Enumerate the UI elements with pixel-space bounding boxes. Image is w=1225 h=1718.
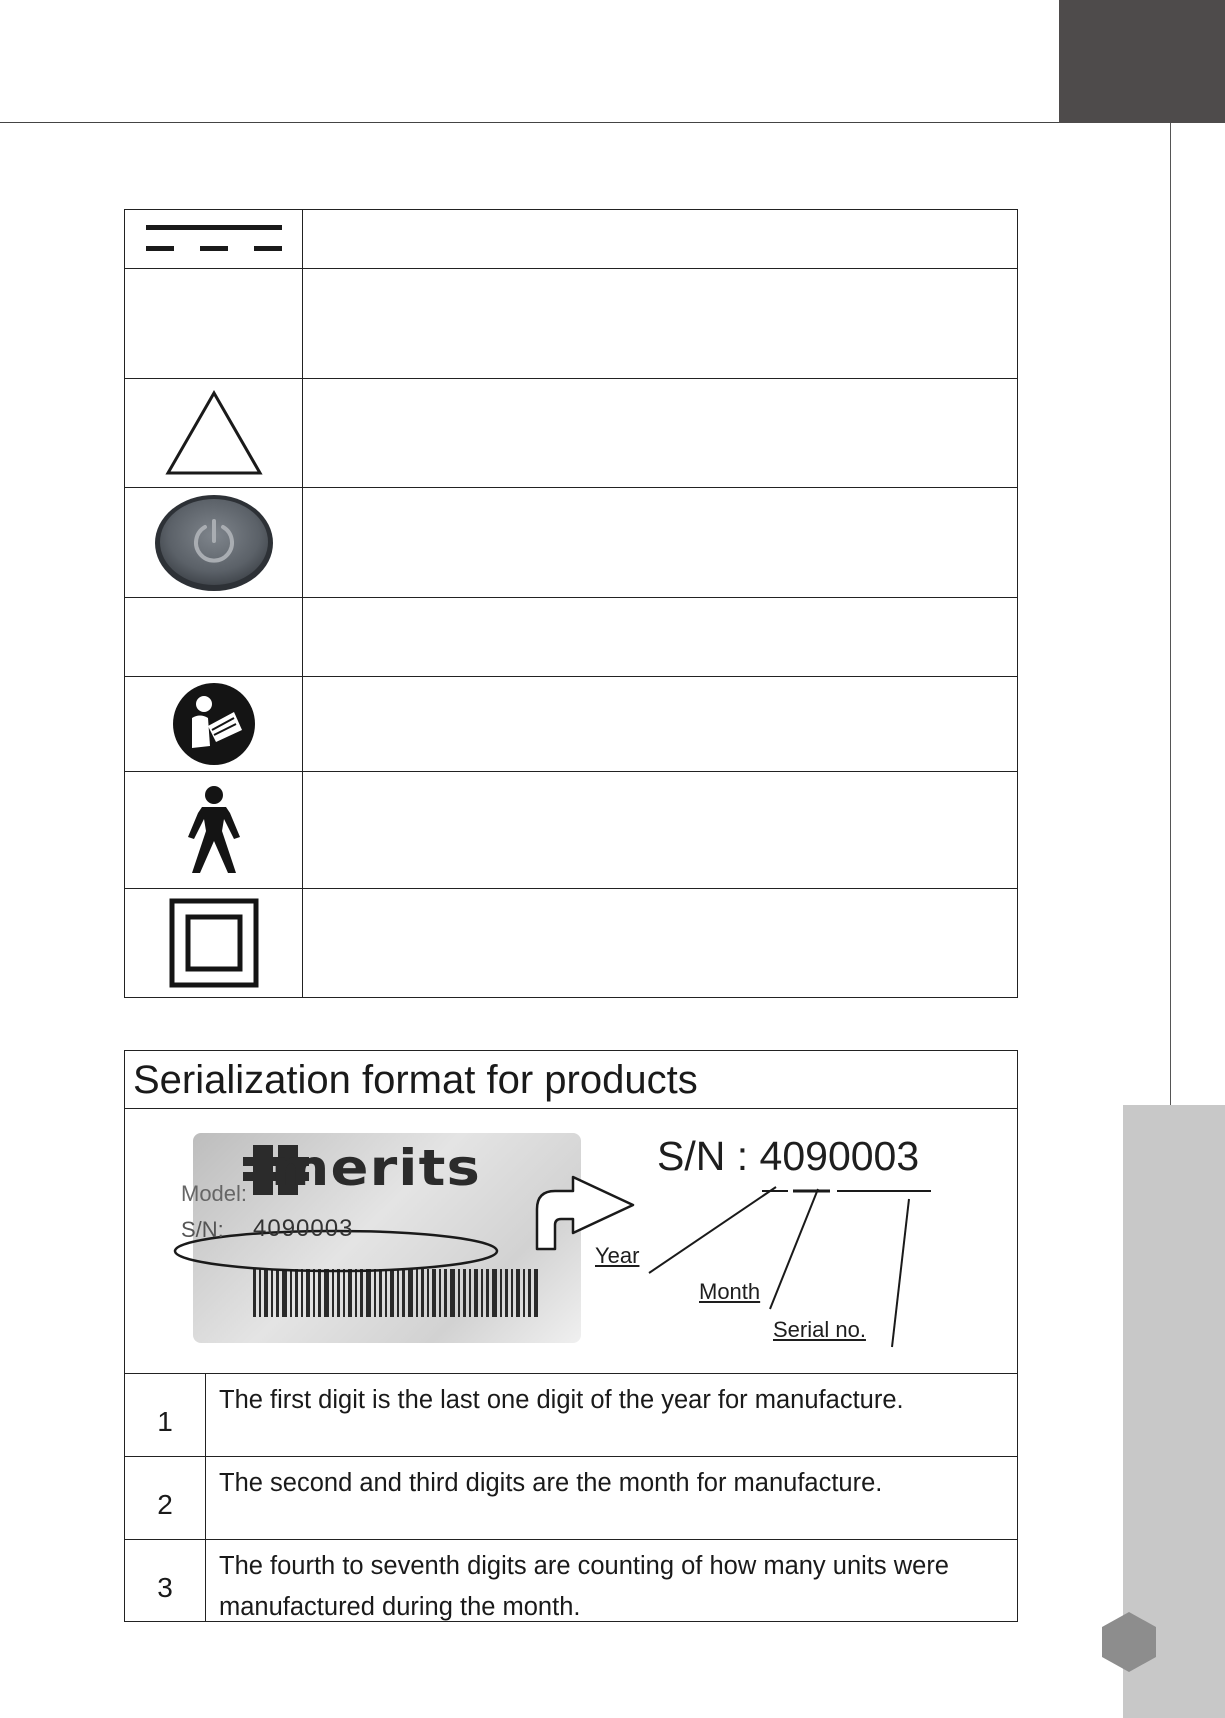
sn-month-digits: 09 bbox=[782, 1133, 828, 1179]
row-text: The fourth to seventh digits are counting of how many units were manufactured during the month. bbox=[219, 1552, 949, 1621]
symbol-row-power bbox=[125, 487, 1017, 597]
row-number: 2 bbox=[125, 1457, 206, 1539]
symbol-description bbox=[303, 677, 1017, 771]
callout-year: Year bbox=[595, 1243, 640, 1268]
side-rule bbox=[1170, 123, 1171, 1105]
row-number: 1 bbox=[125, 1374, 206, 1456]
read-manual-icon bbox=[172, 682, 256, 766]
symbol-cell bbox=[125, 598, 303, 676]
symbol-row-type-b bbox=[125, 771, 1017, 888]
symbol-cell bbox=[125, 488, 303, 597]
sn-serial-digits: 0003 bbox=[827, 1133, 920, 1179]
symbol-cell bbox=[125, 379, 303, 487]
serial-rule-row bbox=[125, 1456, 1017, 1539]
page-hexagon-icon bbox=[1100, 1610, 1158, 1674]
symbol-row-manual bbox=[125, 676, 1017, 771]
corner-tab bbox=[1059, 0, 1225, 123]
serial-number-display bbox=[657, 1133, 919, 1180]
arrow-right-icon bbox=[537, 1177, 633, 1249]
serialization-table bbox=[124, 1050, 1018, 1622]
symbol-description bbox=[303, 772, 1017, 888]
symbol-row-class-ii bbox=[125, 888, 1017, 997]
symbol-cell bbox=[125, 269, 303, 378]
serial-rule-row bbox=[125, 1539, 1017, 1621]
symbol-cell bbox=[125, 210, 303, 268]
barcode-icon bbox=[253, 1269, 538, 1317]
serial-rule-row bbox=[125, 1374, 1017, 1456]
symbol-description bbox=[303, 488, 1017, 597]
symbol-cell bbox=[125, 772, 303, 888]
symbol-row-blank-2 bbox=[125, 597, 1017, 676]
row-text: The second and third digits are the month for manufacture. bbox=[219, 1469, 883, 1497]
symbol-cell bbox=[125, 677, 303, 771]
symbol-description bbox=[303, 210, 1017, 268]
symbol-cell bbox=[125, 889, 303, 997]
warning-triangle-icon bbox=[164, 389, 264, 477]
callout-month: Month bbox=[699, 1279, 761, 1304]
direct-current-icon bbox=[142, 221, 286, 257]
sn-year-digit: 4 bbox=[759, 1133, 783, 1179]
symbol-table bbox=[124, 209, 1018, 998]
symbol-description bbox=[303, 598, 1017, 676]
symbol-description bbox=[303, 269, 1017, 378]
row-text: The first digit is the last one digit of the year for manufacture. bbox=[219, 1386, 904, 1414]
plate-model-label: Model: bbox=[181, 1181, 248, 1206]
brand-logo-text: merits bbox=[271, 1139, 481, 1197]
serial-label-figure bbox=[125, 1109, 1017, 1374]
symbol-description bbox=[303, 379, 1017, 487]
symbol-description bbox=[303, 889, 1017, 997]
symbol-row-warning bbox=[125, 378, 1017, 487]
power-button-icon bbox=[153, 491, 275, 595]
serialization-title: Serialization format for products bbox=[125, 1051, 1017, 1109]
class-ii-equipment-icon bbox=[169, 898, 259, 988]
sn-prefix: S/N : bbox=[657, 1133, 760, 1179]
symbol-row-dc bbox=[125, 210, 1017, 268]
type-b-applied-part-icon bbox=[184, 785, 244, 875]
row-number: 3 bbox=[125, 1540, 206, 1621]
callout-serial: Serial no. bbox=[773, 1317, 866, 1342]
plate-sn-label: S/N: bbox=[181, 1217, 224, 1242]
symbol-row-blank-1 bbox=[125, 268, 1017, 378]
plate-sn-value: 4090003 bbox=[253, 1215, 354, 1242]
header-rule bbox=[0, 122, 1060, 123]
